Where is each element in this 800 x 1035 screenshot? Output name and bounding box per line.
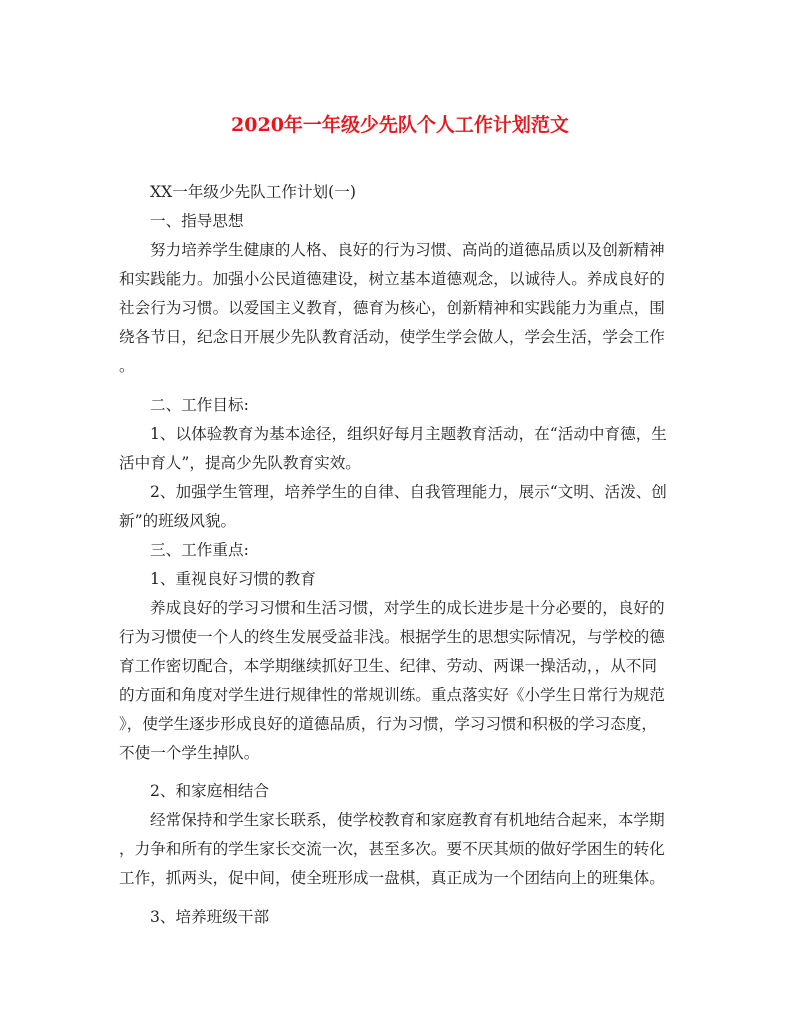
document-title: 2020年一年级少先队个人工作计划范文: [231, 114, 569, 136]
paragraph-line: 努力培养学生健康的人格、良好的行为习惯、高尚的道德品质以及创新精神: [150, 241, 665, 259]
paragraph-line: 和实践能力。加强小公民道德建设，树立基本道德观念，以诚待人。养成良好的: [119, 270, 665, 288]
paragraph-line: 。: [119, 357, 135, 375]
section-heading: 一、指导思想: [150, 212, 244, 230]
plan-heading: XX一年级少先队工作计划(一): [150, 183, 356, 201]
subsection-heading: 2、和家庭相结合: [150, 782, 270, 800]
paragraph-line: 经常保持和学生家长联系，使学校教育和家庭教育有机地结合起来，本学期: [150, 811, 665, 829]
paragraph-line: 社会行为习惯。以爱国主义教育，德育为核心，创新精神和实践能力为重点，围: [119, 299, 665, 317]
paragraph-line: 》，使学生逐步形成良好的道德品质，行为习惯，学习习惯和积极的学习态度，: [119, 715, 657, 733]
paragraph-line: 不使一个学生掉队。: [119, 744, 260, 762]
paragraph-line: 绕各节日，纪念日开展少先队教育活动，使学生学会做人，学会生活，学会工作: [119, 328, 665, 346]
paragraph-line: 的方面和角度对学生进行规律性的常规训练。重点落实好《小学生日常行为规范: [119, 686, 665, 704]
paragraph-line: 2、加强学生管理，培养学生的自律、自我管理能力，展示“文明、活泼、创: [150, 483, 667, 501]
paragraph-line: 行为习惯使一个人的终生发展受益非浅。根据学生的思想实际情况，与学校的德: [119, 628, 665, 646]
section-heading: 三、工作重点:: [150, 541, 249, 559]
subsection-heading: 3、培养班级干部: [150, 908, 270, 926]
section-heading: 二、工作目标:: [150, 396, 249, 414]
paragraph-line: 工作，抓两头，促中间，使全班形成一盘棋，真正成为一个团结向上的班集体。: [119, 869, 665, 887]
paragraph-line: 活中育人”，提高少先队教育实效。: [119, 454, 361, 472]
paragraph-line: 育工作密切配合，本学期继续抓好卫生、纪律、劳动、两课一操活动，，从不同: [119, 657, 657, 675]
paragraph-line: 养成良好的学习习惯和生活习惯，对学生的成长进步是十分必要的，良好的: [150, 599, 665, 617]
paragraph-line: 新”的班级风貌。: [119, 512, 237, 530]
paragraph-line: ，力争和所有的学生家长交流一次，甚至多次。要不厌其烦的做好学困生的转化: [119, 840, 665, 858]
paragraph-line: 1、以体验教育为基本途径，组织好每月主题教育活动，在“活动中育德，生: [150, 425, 667, 443]
subsection-heading: 1、重视良好习惯的教育: [150, 570, 316, 588]
